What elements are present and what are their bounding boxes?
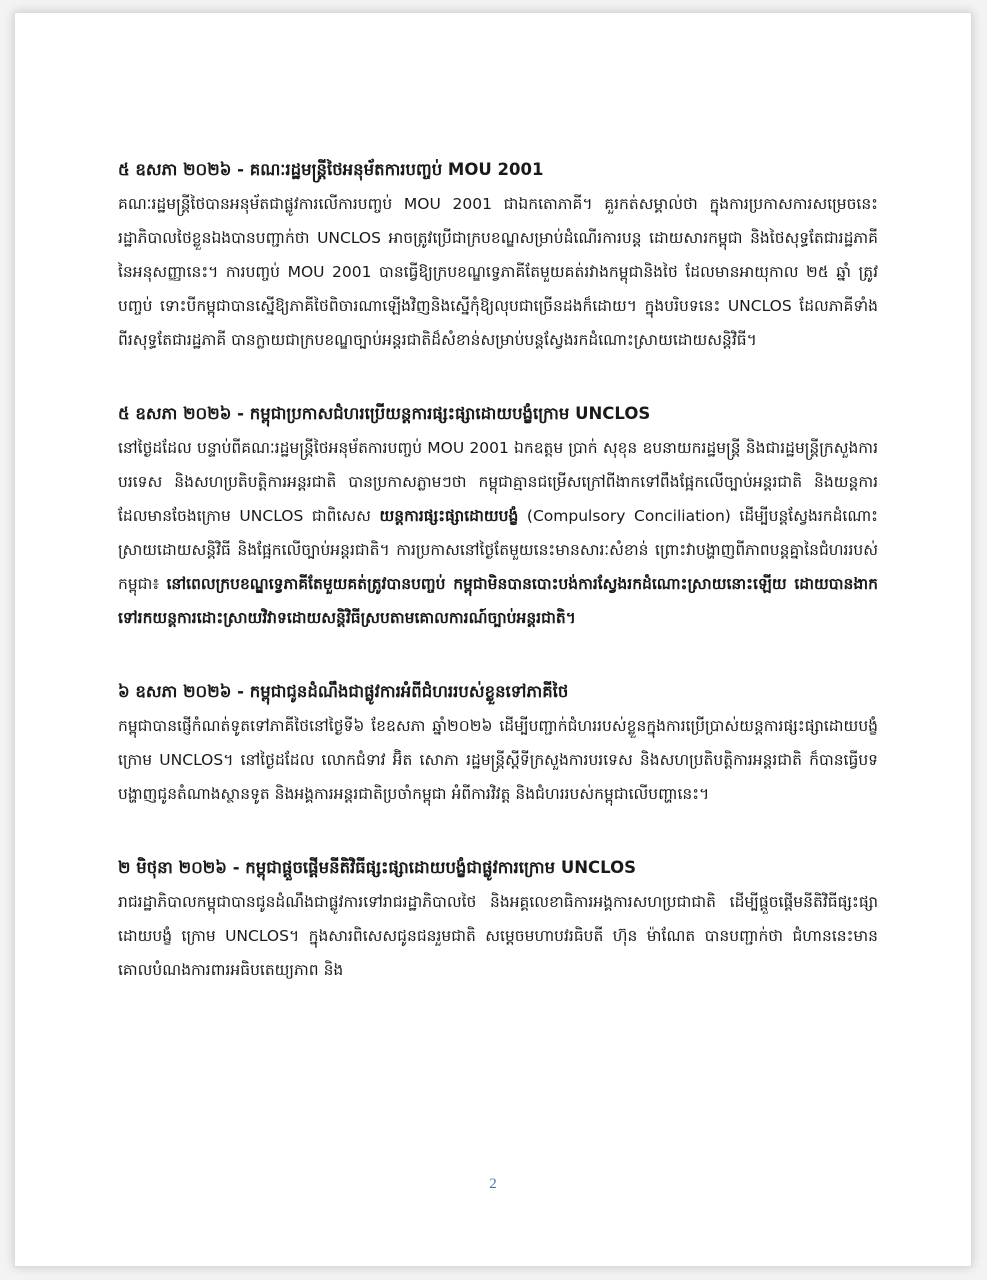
body-bold-text: យន្តការផ្សះផ្សាដោយបង្ខំ bbox=[379, 507, 519, 525]
section-may-5-mou bbox=[118, 153, 878, 357]
page-number: 2 bbox=[489, 1176, 497, 1192]
section-may-5-conciliation bbox=[118, 397, 878, 635]
section-heading: ៦ ឧសភា ២០២៦ - កម្ពុជាជូនដំណឹងជាផ្លូវការអំពីជំហររបស់ខ្លួនទៅភាគីថៃ bbox=[118, 682, 569, 701]
body-bold-text: នៅពេលក្របខណ្ឌទ្វេភាគីតែមួយគត់ត្រូវបានបញ្ចប់ កម្ពុជាមិនបានបោះបង់ការស្វែងរកដំណោះស្រាយនោះឡើយ ដោយបានងាកទៅរកយន្តការដោះស្រាយវិវាទដោយសន្តិវិធីស្របតាមគោលការណ៍ច្បាប់អន្តរជាតិ។ bbox=[118, 575, 878, 627]
body-text: នៅថ្ងៃដដែល បន្ទាប់ពីគណៈរដ្ឋមន្ត្រីថៃអនុម័តការបញ្ចប់ MOU 2001 ឯកឧត្តម ប្រាក់ សុខុន ឧបនាយករដ្ឋមន្ត្រី និងជារដ្ឋមន្ត្រីក្រសួងការបរទេស និងសហប្រតិបត្តិការអន្តរជាតិ បានប្រកាសភ្លាមៗថា កម្ពុជាគ្មានជម្រើសក្រៅពីងាកទៅពឹងផ្អែកលើច្បាប់អន្តរជាតិ និងយន្តការដែលមានចែងក្រោម UNCLOS ជាពិសេស bbox=[118, 439, 878, 525]
section-june-2-initiation bbox=[118, 851, 878, 987]
section-body: កម្ពុជាបានផ្ញើកំណត់ទូតទៅភាគីថៃនៅថ្ងៃទី៦ ខែឧសភា ឆ្នាំ២០២៦ ដើម្បីបញ្ជាក់ជំហររបស់ខ្លួនក្នុងការប្រើប្រាស់យន្តការផ្សះផ្សាដោយបង្ខំក្រោម UNCLOS។ នៅថ្ងៃដដែល លោកជំទាវ អ៊ិត សោភា រដ្ឋមន្ត្រីស្តីទីក្រសួងការបរទេស និងសហប្រតិបត្តិការអន្តរជាតិ ក៏បានធ្វើបទបង្ហាញជូនតំណាងស្ថានទូត និងអង្គការអន្តរជាតិប្រចាំកម្ពុជា អំពីការវិវត្ត និងជំហររបស់កម្ពុជាលើបញ្ហានេះ។ bbox=[118, 717, 878, 803]
section-may-6-notification bbox=[118, 675, 878, 811]
document-page bbox=[14, 12, 972, 1267]
document-content bbox=[118, 153, 878, 1027]
body-text: (Compulsory Conciliation) ដើម្បីបន្តស្វែងរកដំណោះស្រាយដោយសន្តិវិធី និងផ្អែកលើច្បាប់អន្តរជាតិ។ ការប្រកាសនៅថ្ងៃតែមួយនេះមានសារៈសំខាន់ ព្រោះវាបង្ហាញពីភាពបន្តគ្នានៃជំហររបស់កម្ពុជា៖ bbox=[118, 507, 878, 593]
section-heading: ៥ ឧសភា ២០២៦ - គណៈរដ្ឋមន្ត្រីថៃអនុម័តការបញ្ចប់ MOU 2001 bbox=[118, 160, 544, 179]
section-body bbox=[118, 431, 878, 635]
section-body: គណៈរដ្ឋមន្ត្រីថៃបានអនុម័តជាផ្លូវការលើការបញ្ចប់ MOU 2001 ជាឯកតោភាគី។ គួរកត់សម្គាល់ថា ក្នុងការប្រកាសការសម្រេចនេះ រដ្ឋាភិបាលថៃខ្លួនឯងបានបញ្ជាក់ថា UNCLOS អាចត្រូវប្រើជាក្របខណ្ឌសម្រាប់ដំណើរការបន្ត ដោយសារកម្ពុជា និងថៃសុទ្ធតែជារដ្ឋភាគីនៃអនុសញ្ញានេះ។ ការបញ្ចប់ MOU 2001 បានធ្វើឱ្យក្របខណ្ឌទ្វេភាគីតែមួយគត់រវាងកម្ពុជានិងថៃ ដែលមានអាយុកាល ២៥ ឆ្នាំ ត្រូវបញ្ចប់ ទោះបីកម្ពុជាបានស្នើឱ្យភាគីថៃពិចារណាឡើងវិញនិងស្នើកុំឱ្យលុបជាច្រើនដងក៏ដោយ។ ក្នុងបរិបទនេះ UNCLOS ដែលភាគីទាំងពីរសុទ្ធតែជារដ្ឋភាគី បានក្លាយជាក្របខណ្ឌច្បាប់អន្តរជាតិដ៏សំខាន់សម្រាប់បន្តស្វែងរកដំណោះស្រាយដោយសន្តិវិធី។ bbox=[118, 195, 878, 349]
section-heading: ២ មិថុនា ២០២៦ - កម្ពុជាផ្តួចផ្តើមនីតិវិធីផ្សះផ្សាដោយបង្ខំជាផ្លូវការក្រោម UNCLOS bbox=[118, 858, 636, 877]
section-body: រាជរដ្ឋាភិបាលកម្ពុជាបានជូនដំណឹងជាផ្លូវការទៅរាជរដ្ឋាភិបាលថៃ និងអគ្គលេខាធិការអង្គការសហប្រជាជាតិ ដើម្បីផ្តួចផ្តើមនីតិវិធីផ្សះផ្សាដោយបង្ខំ ក្រោម UNCLOS។ ក្នុងសារពិសេសជូនជនរួមជាតិ សម្តេចមហាបវរធិបតី ហ៊ុន ម៉ាណែត បានបញ្ជាក់ថា ជំហាននេះមានគោលបំណងការពារអធិបតេយ្យភាព និង bbox=[118, 893, 878, 979]
section-heading: ៥ ឧសភា ២០២៦ - កម្ពុជាប្រកាសជំហរប្រើយន្តការផ្សះផ្សាដោយបង្ខំក្រោម UNCLOS bbox=[118, 404, 651, 423]
